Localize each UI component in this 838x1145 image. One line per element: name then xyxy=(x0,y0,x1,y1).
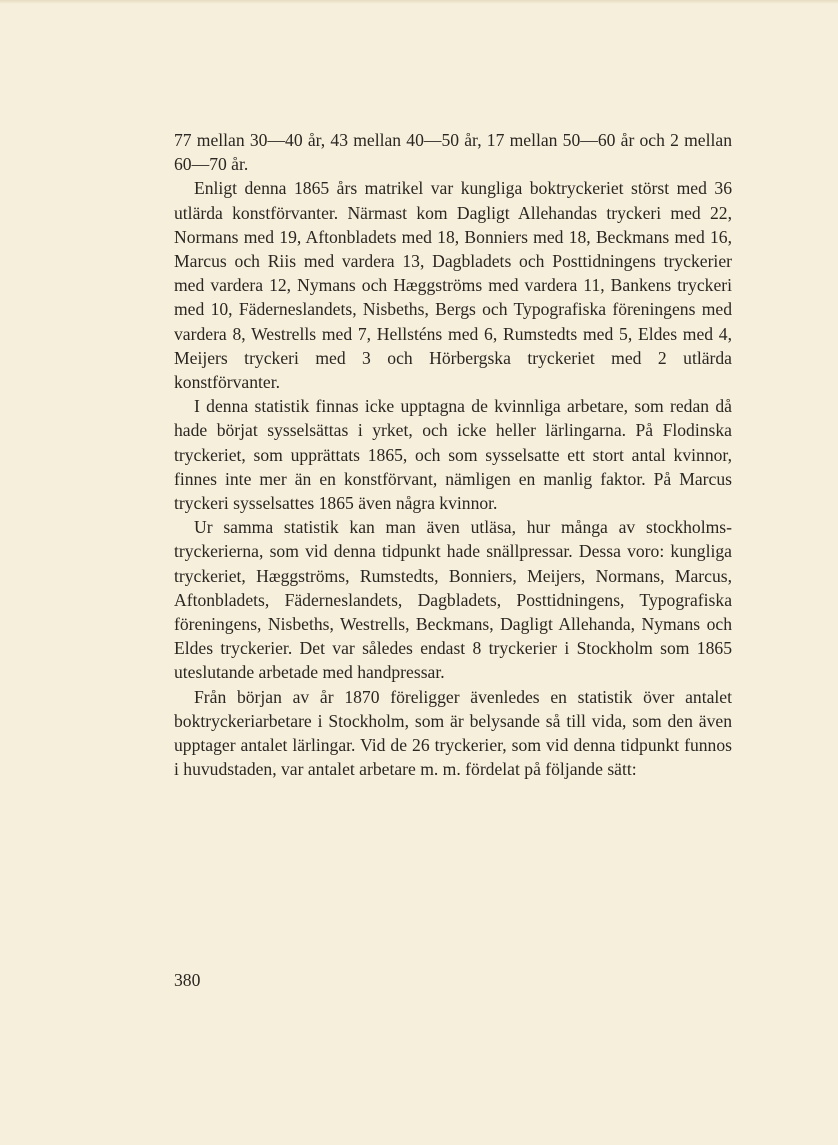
paragraph-2: Enligt denna 1865 års matrikel var kungliga boktryckeriet störst med 36 utlärda konstförvanter. Närmast kom Dagligt Allehandas tryckeri med 22, Normans med 19, Aftonbladets med 18, Bonniers med 18, Beckmans med 16, Marcus och Riis med vardera 13, Dagbladets och Posttidningens tryckerier med vardera 12, Nymans och Hæggströms med vardera 11, Bankens tryckeri med 10, Fäderneslandets, Nisbeths, Bergs och Typografiska föreningens med vardera 8, Westrells med 7, Hellsténs med 6, Rumstedts med 5, Eldes med 4, Meijers tryckeri med 3 och Hörbergska tryckeriet med 2 utlärda konstförvanter. xyxy=(174,178,732,393)
paragraph-3: I denna statistik finnas icke upptagna de kvinnliga arbetare, som redan då hade börjat sysselsättas i yrket, och icke heller lärlingarna. På Flodinska tryckeriet, som upprättats 1865, och som sysselsatte ett stort antal kvinnor, finnes inte mer än en konstförvant, nämligen en manlig faktor. På Marcus tryckeri sysselsattes 1865 även några kvinnor. xyxy=(174,396,732,514)
page-number: 380 xyxy=(174,970,201,990)
paragraph-1: 77 mellan 30—40 år, 43 mellan 40—50 år, 17 mellan 50—60 år och 2 mellan 60—70 år. xyxy=(174,130,732,175)
body-text xyxy=(174,128,732,781)
paragraph-4: Ur samma statistik kan man även utläsa, hur många av stockholmstryckerierna, som vid denna tidpunkt hade snällpressar. Dessa voro: kungliga tryckeriet, Hæggströms, Rumstedts, Bonniers, Meijers, Normans, Marcus, Aftonbladets, Fäderneslandets, Dagbladets, Posttidningens, Typografiska föreningens, Nisbeths, Westrells, Beckmans, Dagligt Allehanda, Nymans och Eldes tryckerier. Det var således endast 8 tryckerier i Stockholm som 1865 uteslutande arbetade med handpressar. xyxy=(174,517,732,683)
paragraph-5: Från början av år 1870 föreligger ävenledes en statistik över antalet boktryckeriarbetare i Stockholm, som är belysande så till vida, som den även upptager antalet lärlingar. Vid de 26 tryckerier, som vid denna tidpunkt funnos i huvudstaden, var antalet arbetare m. m. fördelat på följande sätt: xyxy=(174,686,732,780)
page-edge xyxy=(0,0,838,4)
